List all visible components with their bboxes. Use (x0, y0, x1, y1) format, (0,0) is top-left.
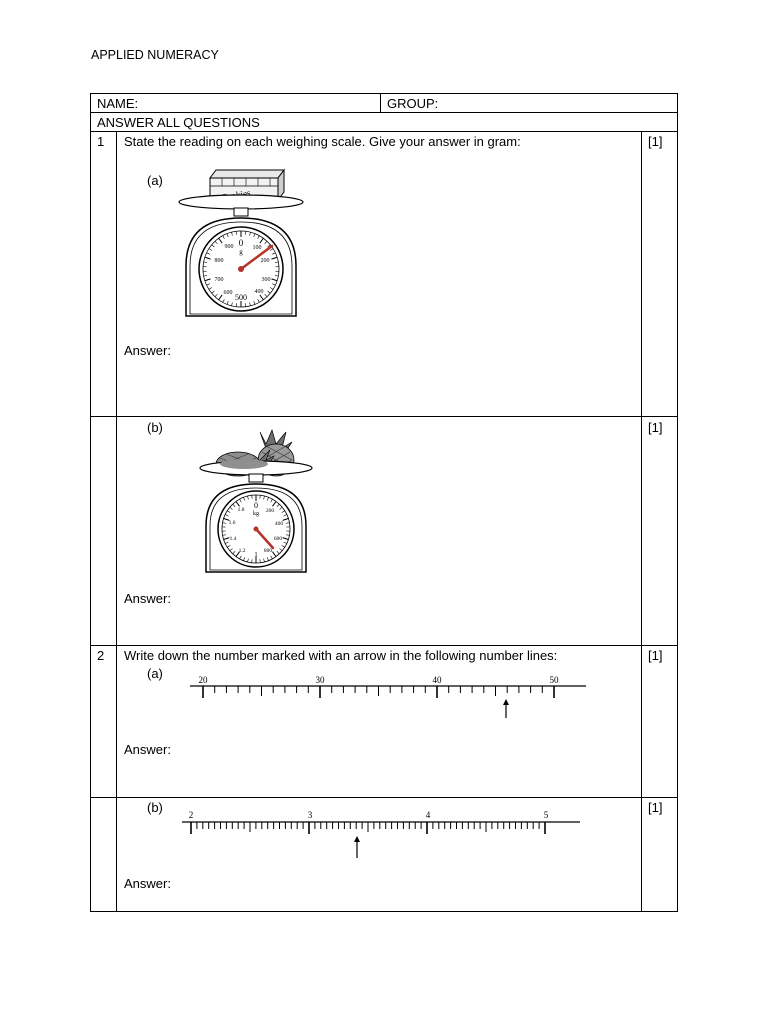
dial-a-unit: g (239, 248, 243, 256)
instruction-label: ANSWER ALL QUESTIONS (97, 115, 260, 130)
dial-a-label-300: 300 (261, 277, 271, 283)
dial-b-label-200: 200 (265, 508, 275, 514)
dial-a-label-200: 200 (260, 258, 270, 264)
question-1-number: 1 (97, 134, 105, 149)
dial-b-label-1-2: 1.2 (238, 548, 246, 554)
number-line-b-label-5: 5 (543, 810, 549, 820)
question-2-text: Write down the number marked with an arrow in the following number lines: (124, 648, 558, 663)
weighing-scale-a (176, 166, 306, 326)
number-line-b-arrow (354, 836, 360, 858)
dial-a-label-600: 600 (223, 290, 233, 296)
number-line-a-arrow (503, 699, 509, 718)
dial-a-label-800: 800 (214, 258, 224, 264)
dial-b-label-1-8: 1.8 (237, 507, 245, 513)
dial-a-label-900: 900 (224, 244, 234, 250)
dial-a-pivot (238, 266, 244, 272)
question-1a-answer-label: Answer: (124, 343, 171, 358)
question-1b-marks: [1] (648, 420, 663, 435)
number-line-b-label-2: 2 (188, 810, 194, 820)
question-2b-answer-label: Answer: (124, 876, 171, 891)
question-2a-answer-label: Answer: (124, 742, 171, 757)
group-label: GROUP: (387, 96, 439, 111)
number-line-a-label-50: 50 (549, 675, 559, 685)
question-1b-label: (b) (147, 420, 163, 435)
dial-b-label-1: 1 (254, 551, 258, 559)
dial-a-label-700: 700 (214, 277, 224, 283)
dial-b-label-600: 600 (273, 536, 283, 542)
question-1b-answer-label: Answer: (124, 591, 171, 606)
name-label: NAME: (97, 96, 139, 111)
dial-a-label-100: 100 (252, 245, 262, 251)
dial-b-label-0: 0 (254, 501, 258, 510)
number-line-a-label-40: 40 (432, 675, 442, 685)
question-2b-marks: [1] (648, 800, 663, 815)
number-line-b-label-4: 4 (425, 810, 431, 820)
number-line-b (182, 808, 582, 860)
number-line-a-label-20: 20 (198, 675, 208, 685)
dial-b-label-1-6: 1.6 (228, 520, 236, 526)
dial-a-label-0: 0 (238, 238, 244, 248)
question-1a-marks: [1] (648, 134, 663, 149)
dial-b-pivot (254, 527, 259, 532)
document-title: APPLIED NUMERACY (91, 48, 219, 62)
question-1a-label: (a) (147, 173, 163, 188)
dial-b-label-1-4: 1.4 (229, 536, 237, 542)
question-1-text: State the reading on each weighing scale. Give your answer in gram: (124, 134, 521, 149)
number-line-b-label-3: 3 (307, 810, 313, 820)
question-2a-label: (a) (147, 666, 163, 681)
number-line-a (190, 672, 590, 722)
dial-b-unit: kg (253, 511, 259, 517)
dial-b-label-400: 400 (274, 521, 284, 527)
dial-a-label-400: 400 (254, 289, 264, 295)
number-line-a-label-30: 30 (315, 675, 325, 685)
question-2b-label: (b) (147, 800, 163, 815)
question-2-number: 2 (97, 648, 105, 663)
weighing-scale-b (196, 426, 316, 576)
dial-a-label-500: 500 (235, 293, 247, 302)
question-2a-marks: [1] (648, 648, 663, 663)
dial-b-label-800: 800 (263, 548, 273, 554)
